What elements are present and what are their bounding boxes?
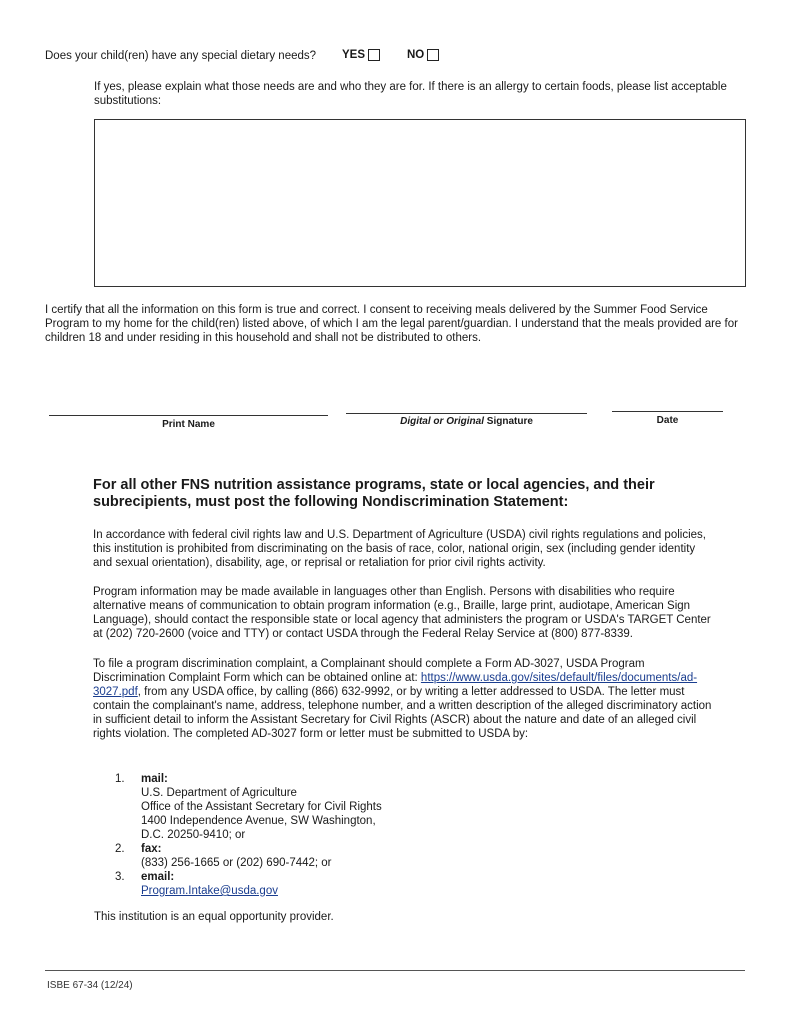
equal-opportunity-statement: This institution is an equal opportunity provider.	[94, 911, 334, 923]
signature-label-prefix: Digital or Original	[400, 416, 484, 427]
signature-label-suffix: Signature	[484, 416, 533, 427]
list-number: 3.	[115, 871, 125, 883]
nondiscrimination-paragraph-2: Program information may be made available in languages other than English. Persons with disabilities who require alternative means of communication to obtain program information (e.g., Braille, large print, audiotape, American Sign Language), should contact the responsible state or local agency that administers the program or USDA's TARGET Center at (202) 720-2600 (voice and TTY) or contact USDA through the Federal Relay Service at (800) 877-8339.	[93, 586, 711, 640]
print-name-label: Print Name	[162, 419, 215, 430]
list-item	[115, 772, 515, 842]
list-number: 2.	[115, 843, 125, 855]
date-line[interactable]	[612, 411, 723, 412]
address-line: U.S. Department of Agriculture	[141, 787, 297, 799]
form-number: ISBE 67-34 (12/24)	[47, 980, 133, 991]
ad-3027-link[interactable]: https://www.usda.gov/sites/default/files/documents/ad-3027.pdf	[93, 672, 698, 698]
print-name-line[interactable]	[49, 415, 328, 416]
yes-checkbox[interactable]	[368, 49, 380, 61]
yes-option[interactable]	[342, 49, 380, 61]
list-item	[115, 870, 515, 898]
signature-line[interactable]	[346, 413, 587, 414]
no-checkbox[interactable]	[427, 49, 439, 61]
method-label: fax:	[141, 843, 162, 855]
signature-label	[346, 416, 587, 427]
address-line: Office of the Assistant Secretary for Civil Rights	[141, 801, 382, 813]
submission-methods-list	[115, 772, 515, 898]
no-label: NO	[407, 49, 425, 61]
dietary-explain-prompt: If yes, please explain what those needs are and who they are for. If there is an allergy to certain foods, please list acceptable substitutions:	[94, 81, 727, 107]
dietary-explanation-box[interactable]	[94, 119, 746, 287]
yes-label: YES	[342, 49, 366, 61]
method-label: email:	[141, 871, 175, 883]
complaint-text-before: To file a program discrimination complaint, a Complainant should complete a Form AD-3027, USDA Program Discrimination Complaint Form which can be obtained online at:	[93, 658, 645, 684]
address-line: 1400 Independence Avenue, SW Washington,	[141, 815, 376, 827]
list-item	[115, 842, 515, 870]
date-label: Date	[656, 415, 679, 426]
address-line: D.C. 20250-9410; or	[141, 829, 246, 841]
footer-divider	[45, 970, 745, 971]
nondiscrimination-paragraph-1: In accordance with federal civil rights law and U.S. Department of Agriculture (USDA) civil rights regulations and policies, this institution is prohibited from discriminating on the basis of race, color, national origin, sex (including gender identity and sexual orientation), disability, age, or reprisal or retaliation for prior civil rights activity.	[93, 529, 706, 569]
method-label: mail:	[141, 773, 168, 785]
email-link[interactable]: Program.Intake@usda.gov	[141, 885, 278, 897]
no-option[interactable]	[407, 49, 439, 61]
certification-statement: I certify that all the information on this form is true and correct. I consent to receiving meals delivered by the Summer Food Service Program to my home for the child(ren) listed above, of which I am the legal parent/guardian. I understand that the meals provided are for children 18 and under residing in this household and shall not be distributed to others.	[45, 304, 738, 344]
nondiscrimination-paragraph-3	[93, 657, 713, 741]
dietary-question: Does your child(ren) have any special dietary needs?	[45, 50, 317, 62]
complaint-text-after: , from any USDA office, by calling (866) 632-9992, or by writing a letter addressed to USDA. The letter must contain the complainant's name, address, telephone number, and a written description of the alleged discriminatory action in sufficient detail to inform the Assistant Secretary for Civil Rights (ASCR) about the nature and date of an alleged civil rights violation. The completed AD-3027 form or letter must be submitted to USDA by:	[93, 686, 712, 740]
list-number: 1.	[115, 773, 125, 785]
nondiscrimination-heading: For all other FNS nutrition assistance programs, state or local agencies, and their subrecipients, must post the following Nondiscrimination Statement:	[93, 477, 655, 510]
fax-numbers: (833) 256-1665 or (202) 690-7442; or	[141, 857, 332, 869]
